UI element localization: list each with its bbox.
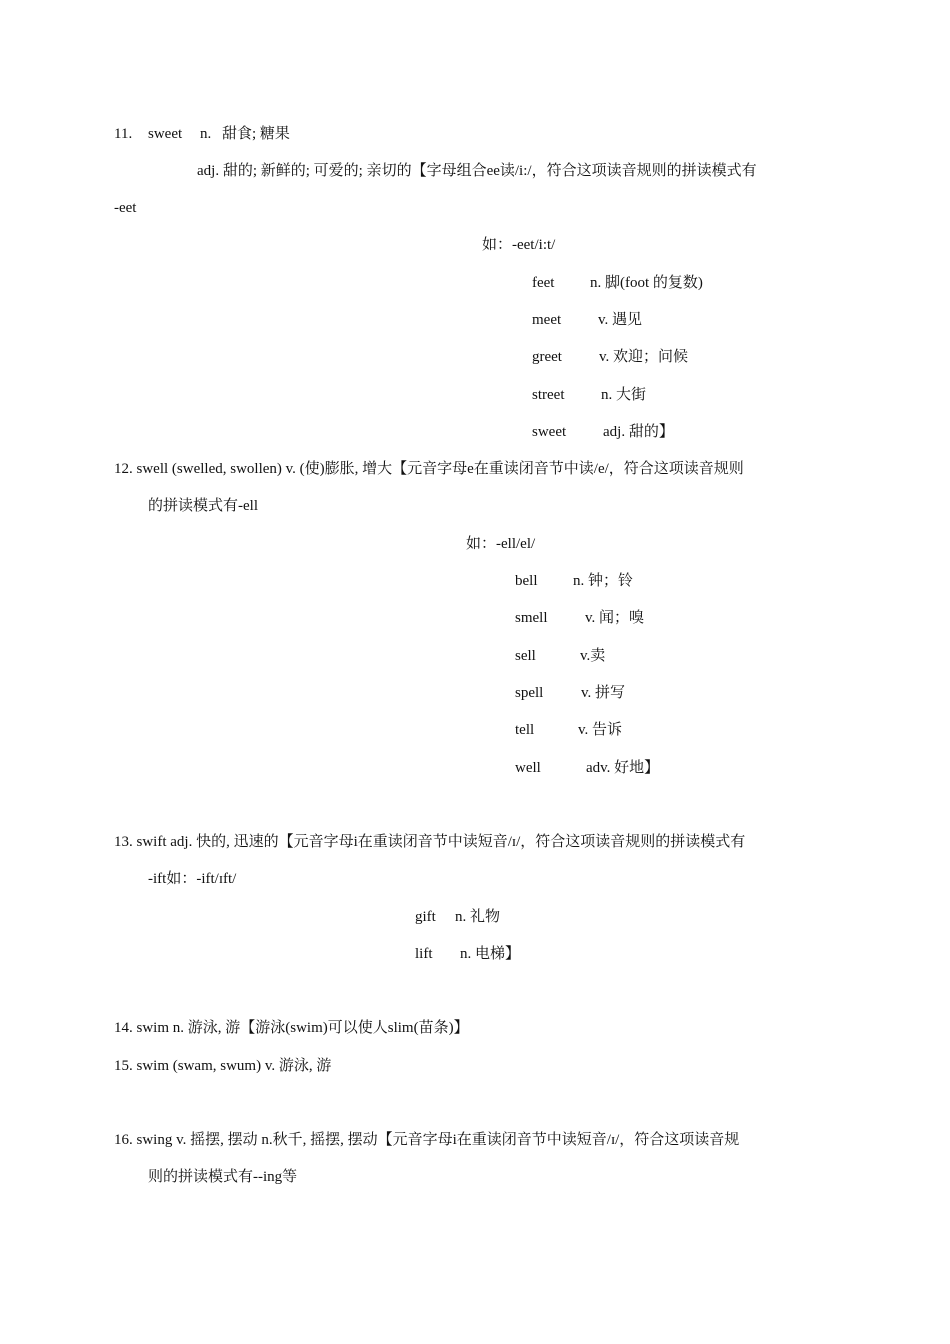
example-word: well xyxy=(515,760,541,776)
example-word: tell xyxy=(515,722,535,738)
entry-11-headword xyxy=(114,124,290,144)
example-meaning: v. 遇见 xyxy=(598,312,643,328)
example-meaning: v.卖 xyxy=(580,648,606,664)
example-row xyxy=(515,720,622,740)
example-row xyxy=(515,608,644,628)
example-word: spell xyxy=(515,685,544,701)
example-word: sell xyxy=(515,648,536,664)
entry-12-headword: 12. swell (swelled, swollen) v. (使)膨胀, 增大【元音字母e在重读闭音节中读/e/，符合这项读音规则 xyxy=(114,461,744,477)
example-row xyxy=(515,758,659,778)
example-row xyxy=(415,944,520,964)
part-of-speech: n. xyxy=(200,126,212,142)
example-meaning: n. 礼物 xyxy=(455,909,501,925)
entry-13-continuation: -ift如：-ift/ɪft/ xyxy=(148,871,237,887)
example-meaning: n. 钟；铃 xyxy=(573,573,634,589)
example-word: street xyxy=(532,387,565,403)
entry-16-headword: 16. swing v. 摇摆, 摆动 n.秋千, 摇摆, 摆动【元音字母i在重读闭音节中读短音/ɪ/，符合这项读音规 xyxy=(114,1132,740,1148)
example-meaning: v. 拼写 xyxy=(581,685,626,701)
example-row xyxy=(532,347,688,367)
example-row xyxy=(532,385,646,405)
entry-15: 15. swim (swam, swum) v. 游泳, 游 xyxy=(114,1058,332,1074)
example-row xyxy=(515,571,633,591)
example-meaning: adv. 好地】 xyxy=(586,760,660,776)
example-meaning: n. 脚(foot 的复数) xyxy=(590,275,703,291)
example-row xyxy=(532,310,642,330)
example-row xyxy=(532,422,674,442)
example-meaning: n. 电梯】 xyxy=(460,946,521,962)
example-meaning: v. 闻；嗅 xyxy=(585,610,645,626)
example-row xyxy=(515,646,605,666)
entry-number: 11. xyxy=(114,126,133,142)
example-row xyxy=(415,907,500,927)
example-word: gift xyxy=(415,909,436,925)
entry-11-pattern: 如：-eet/i:t/ xyxy=(482,237,556,253)
example-word: feet xyxy=(532,275,555,291)
example-word: sweet xyxy=(532,424,567,440)
meaning: 甜食; 糖果 xyxy=(222,126,290,142)
entry-12-continuation: 的拼读模式有-ell xyxy=(148,498,258,514)
example-meaning: adj. 甜的】 xyxy=(603,424,674,440)
example-word: greet xyxy=(532,349,562,365)
entry-13-headword: 13. swift adj. 快的, 迅速的【元音字母i在重读闭音节中读短音/ɪ/，符合这项读音规则的拼读模式有 xyxy=(114,834,746,850)
example-row xyxy=(515,683,625,703)
example-row xyxy=(532,273,703,293)
example-word: meet xyxy=(532,312,562,328)
entry-11-adj-line: adj. 甜的; 新鲜的; 可爱的; 亲切的【字母组合ee读/i:/，符合这项读音规则的拼读模式有 xyxy=(197,163,757,179)
example-meaning: n. 大街 xyxy=(601,387,647,403)
example-word: lift xyxy=(415,946,433,962)
headword: sweet xyxy=(148,126,183,142)
example-word: bell xyxy=(515,573,538,589)
entry-16-continuation: 则的拼读模式有--ing等 xyxy=(148,1169,298,1185)
example-meaning: v. 欢迎；问候 xyxy=(599,349,689,365)
example-word: smell xyxy=(515,610,548,626)
entry-14: 14. swim n. 游泳, 游【游泳(swim)可以使人slim(苗条)】 xyxy=(114,1020,469,1036)
entry-11-continuation: -eet xyxy=(114,200,137,216)
example-meaning: v. 告诉 xyxy=(578,722,623,738)
entry-12-pattern: 如：-ell/el/ xyxy=(466,536,536,552)
